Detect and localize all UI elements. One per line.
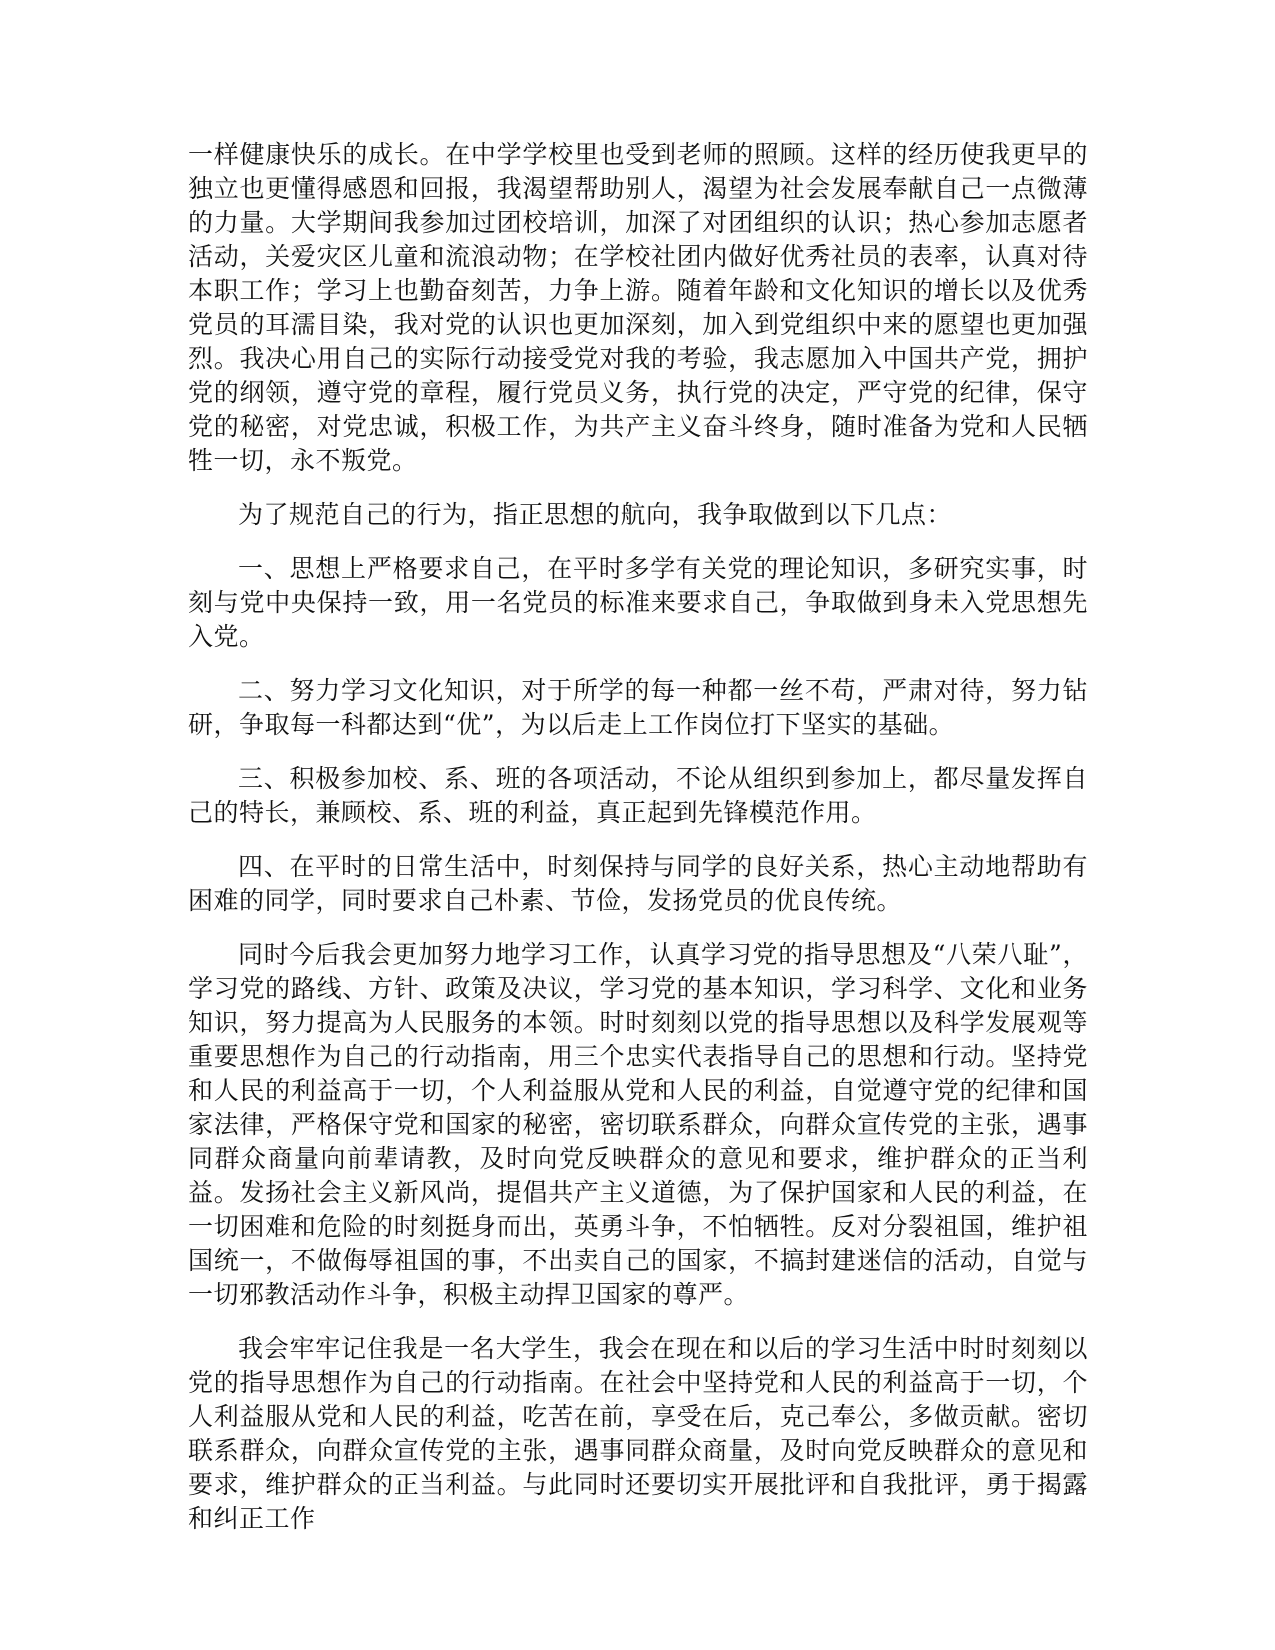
document-page <box>188 138 1088 1536</box>
paragraph-point-four: 四、在平时的日常生活中，时刻保持与同学的良好关系，热心主动地帮助有困难的同学，同时要求自己朴素、节俭，发扬党员的优良传统。 <box>188 852 1088 915</box>
paragraph-student-pledge: 我会牢牢记住我是一名大学生，我会在现在和以后的学习生活中时时刻刻以党的指导思想作为自己的行动指南。在社会中坚持党和人民的利益高于一切，个人利益服从党和人民的利益，吃苦在前，享受在后，克己奉公，多做贡献。密切联系群众，向群众宣传党的主张，遇事同群众商量，及时向党反映群众的意见和要求，维护群众的正当利益。与此同时还要切实开展批评和自我批评，勇于揭露和纠正工作 <box>188 1334 1088 1533</box>
paragraph-commitments-intro: 为了规范自己的行为，指正思想的航向，我争取做到以下几点： <box>238 500 953 529</box>
paragraph-point-two: 二、努力学习文化知识，对于所学的每一种都一丝不苟，严肃对待，努力钻研，争取每一科都达到“优”，为以后走上工作岗位打下坚实的基础。 <box>188 676 1088 739</box>
paragraph-point-one: 一、思想上严格要求自己，在平时多学有关党的理论知识，多研究实事，时刻与党中央保持一致，用一名党员的标准来要求自己，争取做到身未入党思想先入党。 <box>188 554 1088 651</box>
paragraph-future-study: 同时今后我会更加努力地学习工作，认真学习党的指导思想及“八荣八耻”，学习党的路线、方针、政策及决议，学习党的基本知识，学习科学、文化和业务知识，努力提高为人民服务的本领。时时刻刻以党的指导思想以及科学发展观等重要思想作为自己的行动指南，用三个忠实代表指导自己的思想和行动。坚持党和人民的利益高于一切，个人利益服从党和人民的利益，自觉遵守党的纪律和国家法律，严格保守党和国家的秘密，密切联系群众，向群众宣传党的主张，遇事同群众商量向前辈请教，及时向党反映群众的意见和要求，维护群众的正当利益。发扬社会主义新风尚，提倡共产主义道德，为了保护国家和人民的利益，在一切困难和危险的时刻挺身而出，英勇斗争，不怕牺牲。反对分裂祖国，维护祖国统一，不做侮辱祖国的事，不出卖自己的国家，不搞封建迷信的活动，自觉与一切邪教活动作斗争，积极主动捍卫国家的尊严。 <box>188 940 1088 1309</box>
paragraph-intro-continued: 一样健康快乐的成长。在中学学校里也受到老师的照顾。这样的经历使我更早的独立也更懂得感恩和回报，我渴望帮助别人，渴望为社会发展奉献自己一点微薄的力量。大学期间我参加过团校培训，加深了对团组织的认识；热心参加志愿者活动，关爱灾区儿童和流浪动物；在学校社团内做好优秀社员的表率，认真对待本职工作；学习上也勤奋刻苦，力争上游。随着年龄和文化知识的增长以及优秀党员的耳濡目染，我对党的认识也更加深刻，加入到党组织中来的愿望也更加强烈。我决心用自己的实际行动接受党对我的考验，我志愿加入中国共产党，拥护党的纲领，遵守党的章程，履行党员义务，执行党的决定，严守党的纪律，保守党的秘密，对党忠诚，积极工作，为共产主义奋斗终身，随时准备为党和人民牺牲一切，永不叛党。 <box>188 140 1088 475</box>
paragraph-point-three: 三、积极参加校、系、班的各项活动，不论从组织到参加上，都尽量发挥自己的特长，兼顾校、系、班的利益，真正起到先锋模范作用。 <box>188 764 1088 827</box>
